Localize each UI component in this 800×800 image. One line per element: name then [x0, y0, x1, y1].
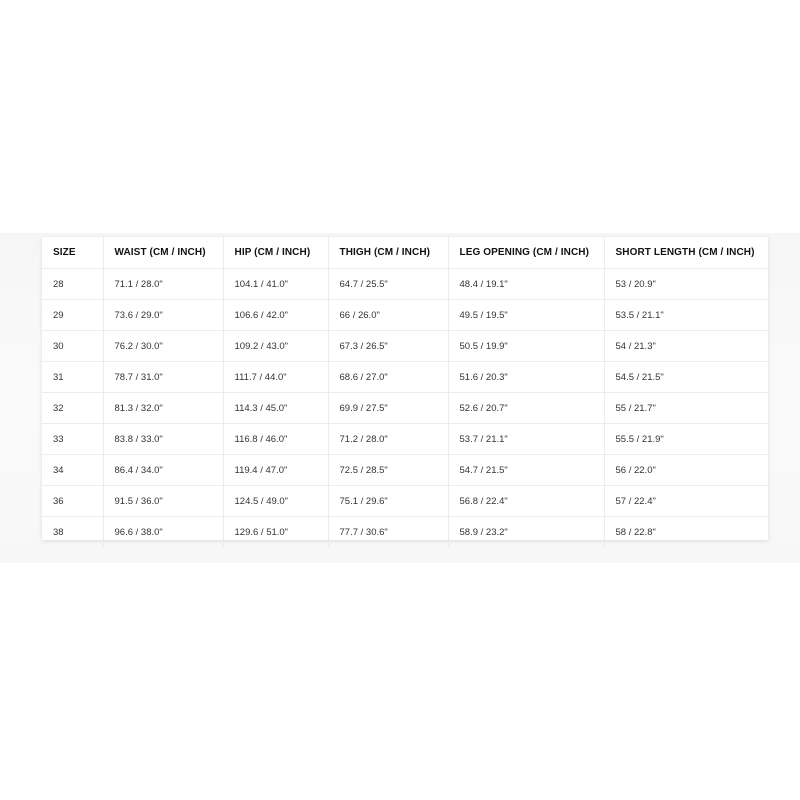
- cell-leg-opening: 52.6 / 20.7": [448, 393, 604, 424]
- cell-leg-opening: 53.7 / 21.1": [448, 424, 604, 455]
- cell-waist: 78.7 / 31.0": [103, 362, 223, 393]
- header-row: [42, 237, 768, 269]
- cell-thigh: 75.1 / 29.6": [328, 486, 448, 517]
- cell-short-length: 58 / 22.8": [615, 526, 656, 538]
- cell-size: 33: [42, 424, 103, 455]
- cell-size: 38: [42, 517, 103, 548]
- cell-thigh: 67.3 / 26.5": [328, 331, 448, 362]
- cell-short-length: 55 / 21.7": [604, 393, 768, 424]
- cell-hip: 119.4 / 47.0": [223, 455, 328, 486]
- header-hip: HIP (CM / INCH): [223, 237, 328, 269]
- table-row: [42, 393, 768, 424]
- cell-thigh: 72.5 / 28.5": [328, 455, 448, 486]
- cell-size: 36: [42, 486, 103, 517]
- table-row: [42, 486, 768, 517]
- table-row: [42, 455, 768, 486]
- cell-leg-opening: 56.8 / 22.4": [448, 486, 604, 517]
- cell-size: 34: [42, 455, 103, 486]
- size-chart-card: [42, 237, 768, 540]
- cell-leg-opening: 49.5 / 19.5": [448, 300, 604, 331]
- cell-leg-opening: 51.6 / 20.3": [448, 362, 604, 393]
- cell-waist: 91.5 / 36.0": [103, 486, 223, 517]
- cell-waist: 71.1 / 28.0": [103, 269, 223, 300]
- header-leg-opening: LEG OPENING (CM / INCH): [448, 237, 604, 269]
- table-body: [42, 269, 768, 548]
- cell-hip: 114.3 / 45.0": [223, 393, 328, 424]
- size-chart-table: [42, 237, 768, 547]
- header-thigh: THIGH (CM / INCH): [328, 237, 448, 269]
- table-header: [42, 237, 768, 269]
- cell-thigh: 68.6 / 27.0": [328, 362, 448, 393]
- table-row: [42, 517, 768, 548]
- cell-size: 31: [42, 362, 103, 393]
- table-row: [42, 300, 768, 331]
- cell-thigh: 77.7 / 30.6": [328, 517, 448, 548]
- cell-hip: 124.5 / 49.0": [223, 486, 328, 517]
- header-short-length: SHORT LENGTH (CM / INCH): [604, 237, 768, 269]
- cell-waist: 76.2 / 30.0": [103, 331, 223, 362]
- cell-leg-opening: 48.4 / 19.1": [448, 269, 604, 300]
- cell-size: 30: [42, 331, 103, 362]
- cell-leg-opening: 58.9 / 23.2": [448, 517, 604, 548]
- cell-leg-opening: 54.7 / 21.5": [448, 455, 604, 486]
- cell-thigh: 64.7 / 25.5": [328, 269, 448, 300]
- table-row: [42, 362, 768, 393]
- cell-hip: 106.6 / 42.0": [223, 300, 328, 331]
- cell-waist: 86.4 / 34.0": [103, 455, 223, 486]
- cell-hip: 104.1 / 41.0": [223, 269, 328, 300]
- cell-thigh: 71.2 / 28.0": [328, 424, 448, 455]
- cell-hip: 109.2 / 43.0": [223, 331, 328, 362]
- cell-thigh: 69.9 / 27.5": [328, 393, 448, 424]
- table-row: [42, 269, 768, 300]
- table-row: [42, 424, 768, 455]
- cell-hip: 116.8 / 46.0": [223, 424, 328, 455]
- cell-short-length: 54 / 21.3": [604, 331, 768, 362]
- cell-size: 29: [42, 300, 103, 331]
- cell-waist: 73.6 / 29.0": [103, 300, 223, 331]
- cell-short-length: 53 / 20.9": [604, 269, 768, 300]
- cell-short-length: 53.5 / 21.1": [604, 300, 768, 331]
- cell-waist: 96.6 / 38.0": [103, 517, 223, 548]
- cell-size: 28: [42, 269, 103, 300]
- cell-short-length: 57 / 22.4": [604, 486, 768, 517]
- cell-waist: 83.8 / 33.0": [103, 424, 223, 455]
- cell-short-length: 55.5 / 21.9": [604, 424, 768, 455]
- cell-waist: 81.3 / 32.0": [103, 393, 223, 424]
- cell-hip: 129.6 / 51.0": [223, 517, 328, 548]
- cell-short-length: 54.5 / 21.5": [604, 362, 768, 393]
- table-row: [42, 331, 768, 362]
- cell-thigh: 66 / 26.0": [328, 300, 448, 331]
- cell-hip: 111.7 / 44.0": [223, 362, 328, 393]
- header-waist: WAIST (CM / INCH): [103, 237, 223, 269]
- cell-leg-opening: 50.5 / 19.9": [448, 331, 604, 362]
- cell-short-length: 56 / 22.0": [604, 455, 768, 486]
- header-size: SIZE: [42, 237, 103, 269]
- cell-size: 32: [42, 393, 103, 424]
